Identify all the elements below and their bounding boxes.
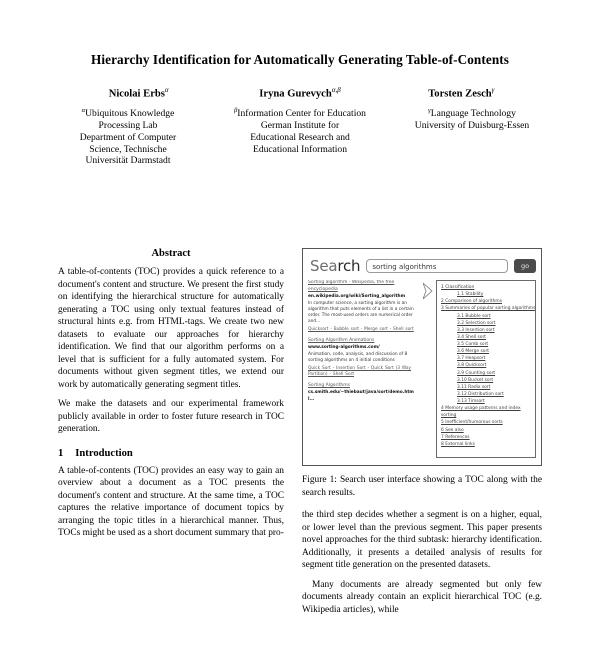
- affiliation-1: [214, 107, 386, 167]
- right-paragraph-0: the third step decides whether a segment is on a higher, equal, or lower level than the previous segment. This paper presents novel approaches for the third subtask: hierarchy identification. Additionally, it presents a detailed analysis of results for segment title generation on the presented datasets.: [302, 510, 542, 570]
- affiliation-line: Information Center for Education: [237, 108, 366, 120]
- go-button[interactable]: go: [514, 259, 536, 273]
- toc-entry[interactable]: 1.1 Stability: [457, 292, 484, 298]
- search-bar: [310, 257, 536, 275]
- introduction-paragraph-0: A table-of-contents (TOC) provides an easy way to gain an overview about a document as a TOC presents the document's content and structure. At the same time, a TOC captures the relative importance of document topics by arranging the topic titles in a hierarchical manner. Thus, TOCs might be used as a short document summary that pro-: [58, 465, 284, 538]
- abstract-paragraph-0: A table-of-contents (TOC) provides a quick reference to a document's content and structure. We present the first study on identifying the hierarchical structure for automatically generating a TOC using only textual features instead of structural hints e.g. from HTML-tags. We create two new datasets to evaluate our approaches for hierarchy identification. We find that our algorithm performs on a level that is sufficient for a fully automated system. For documents without given segment titles, we extend our work by automatically generating segment titles.: [58, 267, 284, 390]
- arrow-right-icon: [423, 282, 433, 300]
- author-name: Nicolai Erbs: [108, 88, 165, 100]
- author-name: Iryna Gurevych: [259, 88, 332, 100]
- abstract-paragraph-1: We make the datasets and our experimental framework publicly available in order to foster future research in TOC generation.: [58, 399, 284, 434]
- toc-entry[interactable]: 3.1 Bubble sort: [457, 313, 491, 319]
- search-results-list: [308, 280, 420, 408]
- search-result-0[interactable]: [308, 280, 420, 333]
- body-columns: [0, 248, 600, 623]
- toc-entry[interactable]: 3.9 Counting sort: [457, 370, 496, 376]
- result-title[interactable]: Sorting Algorithm Animations: [308, 337, 375, 343]
- paper-page: [0, 52, 600, 652]
- abstract-heading: Abstract: [151, 248, 191, 259]
- affiliation-marker: β: [234, 107, 238, 115]
- author-marker: α,β: [331, 85, 341, 94]
- affiliation-line: Educational Information: [252, 143, 348, 155]
- author-0: [58, 86, 219, 100]
- toc-entry[interactable]: 3.13 Timsort: [457, 399, 485, 404]
- left-column: [58, 248, 284, 623]
- author-marker: γ: [491, 85, 495, 94]
- search-logo-light: Sea: [310, 257, 338, 275]
- author-marker: α: [164, 85, 169, 94]
- affiliation-line: Educational Research and: [250, 131, 350, 143]
- toc-entry[interactable]: 3.6 Merge sort: [457, 349, 489, 355]
- toc-entry[interactable]: 3.3 Insertion sort: [457, 327, 495, 333]
- toc-entry[interactable]: 3.8 Quicksort: [457, 363, 487, 369]
- search-logo-dark: rch: [337, 257, 361, 275]
- figure-caption: Figure 1: Search user interface showing a TOC along with the search results.: [302, 475, 542, 498]
- affiliation-line: Universität Darmstadt: [85, 155, 171, 167]
- toc-entry[interactable]: 3.4 Shell sort: [457, 334, 486, 340]
- toc-entry[interactable]: 4 Memory usage patterns and index sorting: [441, 406, 521, 419]
- affiliation-line: Language Technology: [430, 108, 516, 120]
- toc-entry[interactable]: 6 See also: [441, 427, 464, 433]
- result-title[interactable]: Sorting Algorithms: [308, 382, 350, 388]
- section-label: Introduction: [75, 447, 133, 459]
- toc-entry[interactable]: 2 Comparison of algorithms: [441, 299, 502, 305]
- affiliation-line: Science, Technische: [89, 143, 167, 155]
- author-name: Torsten Zesch: [428, 88, 492, 100]
- toc-entry[interactable]: 1 Classification: [441, 285, 475, 290]
- affiliation-line: Ubiquitous Knowledge: [85, 108, 175, 120]
- toc-entry[interactable]: 3 Summaries of popular sorting algorithms: [441, 306, 536, 312]
- section-heading-introduction: [58, 448, 284, 459]
- affiliation-marker: γ: [428, 107, 431, 115]
- result-url: cs.smith.edu/~thiebaut/java/sort/demo.html...: [308, 390, 414, 402]
- affiliation-line: University of Duisburg-Essen: [414, 120, 530, 132]
- right-paragraph-1: Many documents are already segmented but only few documents already contain an explicit hierarchical TOC (e.g. Wikipedia articles), while: [302, 579, 542, 615]
- toc-entry[interactable]: 8 External links: [441, 441, 475, 447]
- page-title: Hierarchy Identification for Automatically Generating Table-of-Contents: [91, 52, 509, 67]
- toc-entry[interactable]: 3.10 Bucket sort: [457, 377, 494, 383]
- affiliation-list: [42, 107, 558, 167]
- result-url: www.sorting-algorithms.com/: [308, 345, 380, 351]
- author-1: [219, 86, 380, 100]
- result-snippet: Animation, code, analysis, and discussion of 8 sorting algorithms on 4 initial conditions: [308, 352, 408, 364]
- author-2: [381, 86, 542, 100]
- toc-entry[interactable]: 3.7 Heapsort: [457, 356, 486, 362]
- toc-entry[interactable]: 3.2 Selection sort: [457, 320, 496, 326]
- affiliation-line: German Institute for: [260, 120, 340, 132]
- figure-content: [308, 280, 536, 458]
- right-column: [302, 248, 542, 623]
- toc-entry[interactable]: 5 Inefficient/humorous sorts: [441, 420, 503, 426]
- affiliation-0: [42, 107, 214, 167]
- result-sitelinks[interactable]: Quick Sort - Insertion Sort - Quick Sort (3 Way Partition) - Shell Sort: [308, 365, 412, 377]
- result-snippet: In computer science, a sorting algorithm is an algorithm that puts elements of a list in a certain order. The most-used orders are numerical order and...: [308, 300, 414, 325]
- toc-entry[interactable]: 7 References: [441, 434, 470, 440]
- toc-panel: [436, 280, 536, 458]
- toc-entry[interactable]: 3.11 Radix sort: [457, 384, 491, 390]
- result-title[interactable]: Sorting algorithm - Wikipedia, the free encyclopedia: [308, 280, 395, 292]
- affiliation-marker: α: [81, 107, 86, 115]
- toc-entry[interactable]: 3.12 Distribution sort: [457, 391, 504, 397]
- search-result-1[interactable]: [308, 338, 420, 378]
- affiliation-line: Department of Computer: [79, 131, 177, 143]
- search-result-2[interactable]: [308, 383, 420, 403]
- affiliation-2: [386, 107, 558, 167]
- search-logo: [310, 257, 360, 275]
- result-url: en.wikipedia.org/wiki/Sorting_algorithm: [308, 294, 406, 300]
- author-list: [58, 86, 542, 100]
- search-input[interactable]: sorting algorithms: [366, 259, 508, 273]
- toc-entry[interactable]: 3.5 Comb sort: [457, 342, 489, 347]
- figure-1: [302, 248, 542, 466]
- section-number: 1: [58, 447, 64, 459]
- result-sitelinks[interactable]: Quicksort - Bubble sort - Merge sort - Shell sort: [308, 326, 414, 332]
- affiliation-line: Processing Lab: [98, 120, 158, 132]
